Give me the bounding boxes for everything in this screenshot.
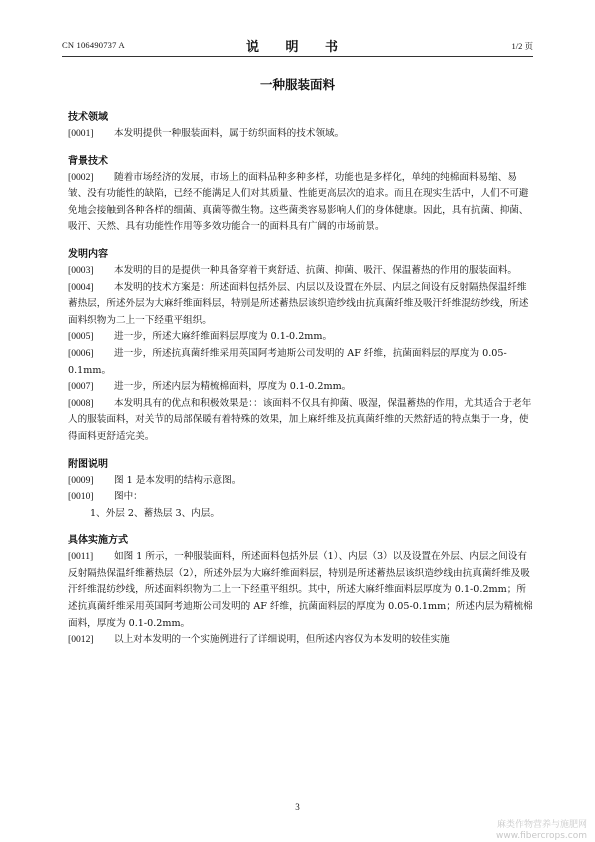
paragraph-number: [0012]: [68, 634, 94, 646]
paragraph-text: 本发明的技术方案是：所述面料包括外层、内层以及设置在外层、内层之间设有反射隔热保温纤维蓄热层，所述外层为大麻纤维面料层，特别是所述蓄热层该织造纱线由抗真菌纤维及吸汗纤维混纺纱线，所述面料织物为二上一下经重平组织。: [68, 281, 529, 326]
paragraph-text: 本发明具有的优点和积极效果是：：该面料不仅具有抑菌、吸湿，保温蓄热的作用，尤其适合于老年人的服装面料，对关节的局部保暖有着特殊的效果，加上麻纤维及抗真菌纤维的天然舒适的特点集于一身，使得面料更舒适完美。: [68, 397, 532, 442]
paragraph: [68, 346, 534, 379]
paragraph-number: [0006]: [68, 347, 94, 359]
paragraph: [68, 379, 534, 396]
publication-number: CN 106490737 A: [62, 40, 125, 50]
site-watermark: 麻类作物营养与施肥网 www.fibercrops.com: [496, 820, 587, 841]
paragraph-number: [0010]: [68, 491, 94, 503]
paragraph: [68, 489, 534, 506]
paragraph-number: [0011]: [68, 551, 94, 563]
paragraph: [68, 396, 534, 446]
paragraph-number: [0008]: [68, 397, 94, 409]
paragraph-number: [0003]: [68, 264, 94, 276]
section-heading: 发明内容: [68, 248, 108, 260]
paragraph-text: 以上对本发明的一个实施例进行了详细说明，但所述内容仅为本发明的较佳实施: [114, 634, 450, 646]
document-type: 说 明 书: [245, 40, 350, 55]
paragraph-text: 图中：: [114, 491, 143, 503]
figure-legend: 1、外层 2、蓄热层 3、内层。: [90, 507, 220, 519]
paragraph-number: [0001]: [68, 128, 94, 139]
page-header: [62, 36, 533, 54]
paragraph-text: 本发明提供一种服装面料，属于纺织面料的技术领域。: [114, 128, 345, 139]
document-title: 一种服装面料: [259, 77, 335, 92]
paragraph-text: 随着市场经济的发展，市场上的面料品种多种多样，功能也是多样化，单纯的纯棉面料易缩、易皱、没有功能性的缺陷，已经不能满足人们对其质量、性能更高层次的追求。而且在现实生活中，人们不可避免地会接触到各种各样的细菌、真菌等微生物。这些菌类容易影响人们的身体健康。因此，具有抗菌、抑菌、吸汗、天然、具有功能性作用等多效功能合一的面料具有广阔的市场前景。: [68, 171, 529, 233]
document-body: [68, 110, 534, 649]
paragraph-text: 图 1 是本发明的结构示意图。: [114, 474, 242, 486]
paragraph-number: [0002]: [68, 171, 94, 183]
section-heading: 具体实施方式: [68, 535, 128, 547]
paragraph-number: [0009]: [68, 474, 94, 486]
paragraph-text: 进一步，所述大麻纤维面料层厚度为 0.1-0.2mm。: [114, 331, 333, 343]
page-indicator: 1/2 页: [511, 41, 533, 51]
header-divider: [62, 56, 533, 57]
paragraph: [68, 632, 534, 649]
paragraph-number: [0005]: [68, 331, 94, 343]
paragraph: [68, 329, 534, 346]
paragraph-text: 进一步，所述内层为精梳棉面料，厚度为 0.1-0.2mm。: [114, 381, 352, 393]
paragraph: [68, 126, 534, 143]
page-number: 3: [295, 802, 300, 812]
section-heading: 背景技术: [68, 155, 108, 167]
paragraph: [68, 473, 534, 490]
paragraph-number: [0007]: [68, 381, 94, 393]
paragraph-text: 进一步，所述抗真菌纤维采用英国阿考迪斯公司发明的 AF 纤维，抗菌面料层的厚度为 0.05-0.1mm。: [68, 347, 507, 376]
paragraph: [68, 263, 534, 280]
paragraph: [68, 549, 534, 632]
section-heading: 技术领域: [68, 112, 108, 123]
paragraph: [68, 280, 534, 330]
paragraph: [68, 170, 534, 236]
paragraph-text: 如图 1 所示，一种服装面料，所述面料包括外层（1）、内层（3）以及设置在外层、内层之间设有反射隔热保温纤维蓄热层（2），所述外层为大麻纤维面料层，特别是所述蓄热层该织造纱线由抗真菌纤维及吸汗纤维混纺纱线，所述面料织物为二上一下经重平组织。其中，所述大麻纤维面料层厚度为 0.1-0.2mm；所述抗真菌纤维采用英国阿考迪斯公司发明的 AF 纤维，抗菌面料层的厚度为 0.05-0.1mm；所述内层为精梳棉面料，厚度为 0.1-0.2mm。: [68, 551, 533, 629]
paragraph-number: [0004]: [68, 281, 94, 293]
paragraph-text: 本发明的目的是提供一种具备穿着干爽舒适、抗菌、抑菌、吸汗、保温蓄热的作用的服装面料。: [114, 264, 517, 276]
section-heading: 附图说明: [68, 458, 108, 470]
